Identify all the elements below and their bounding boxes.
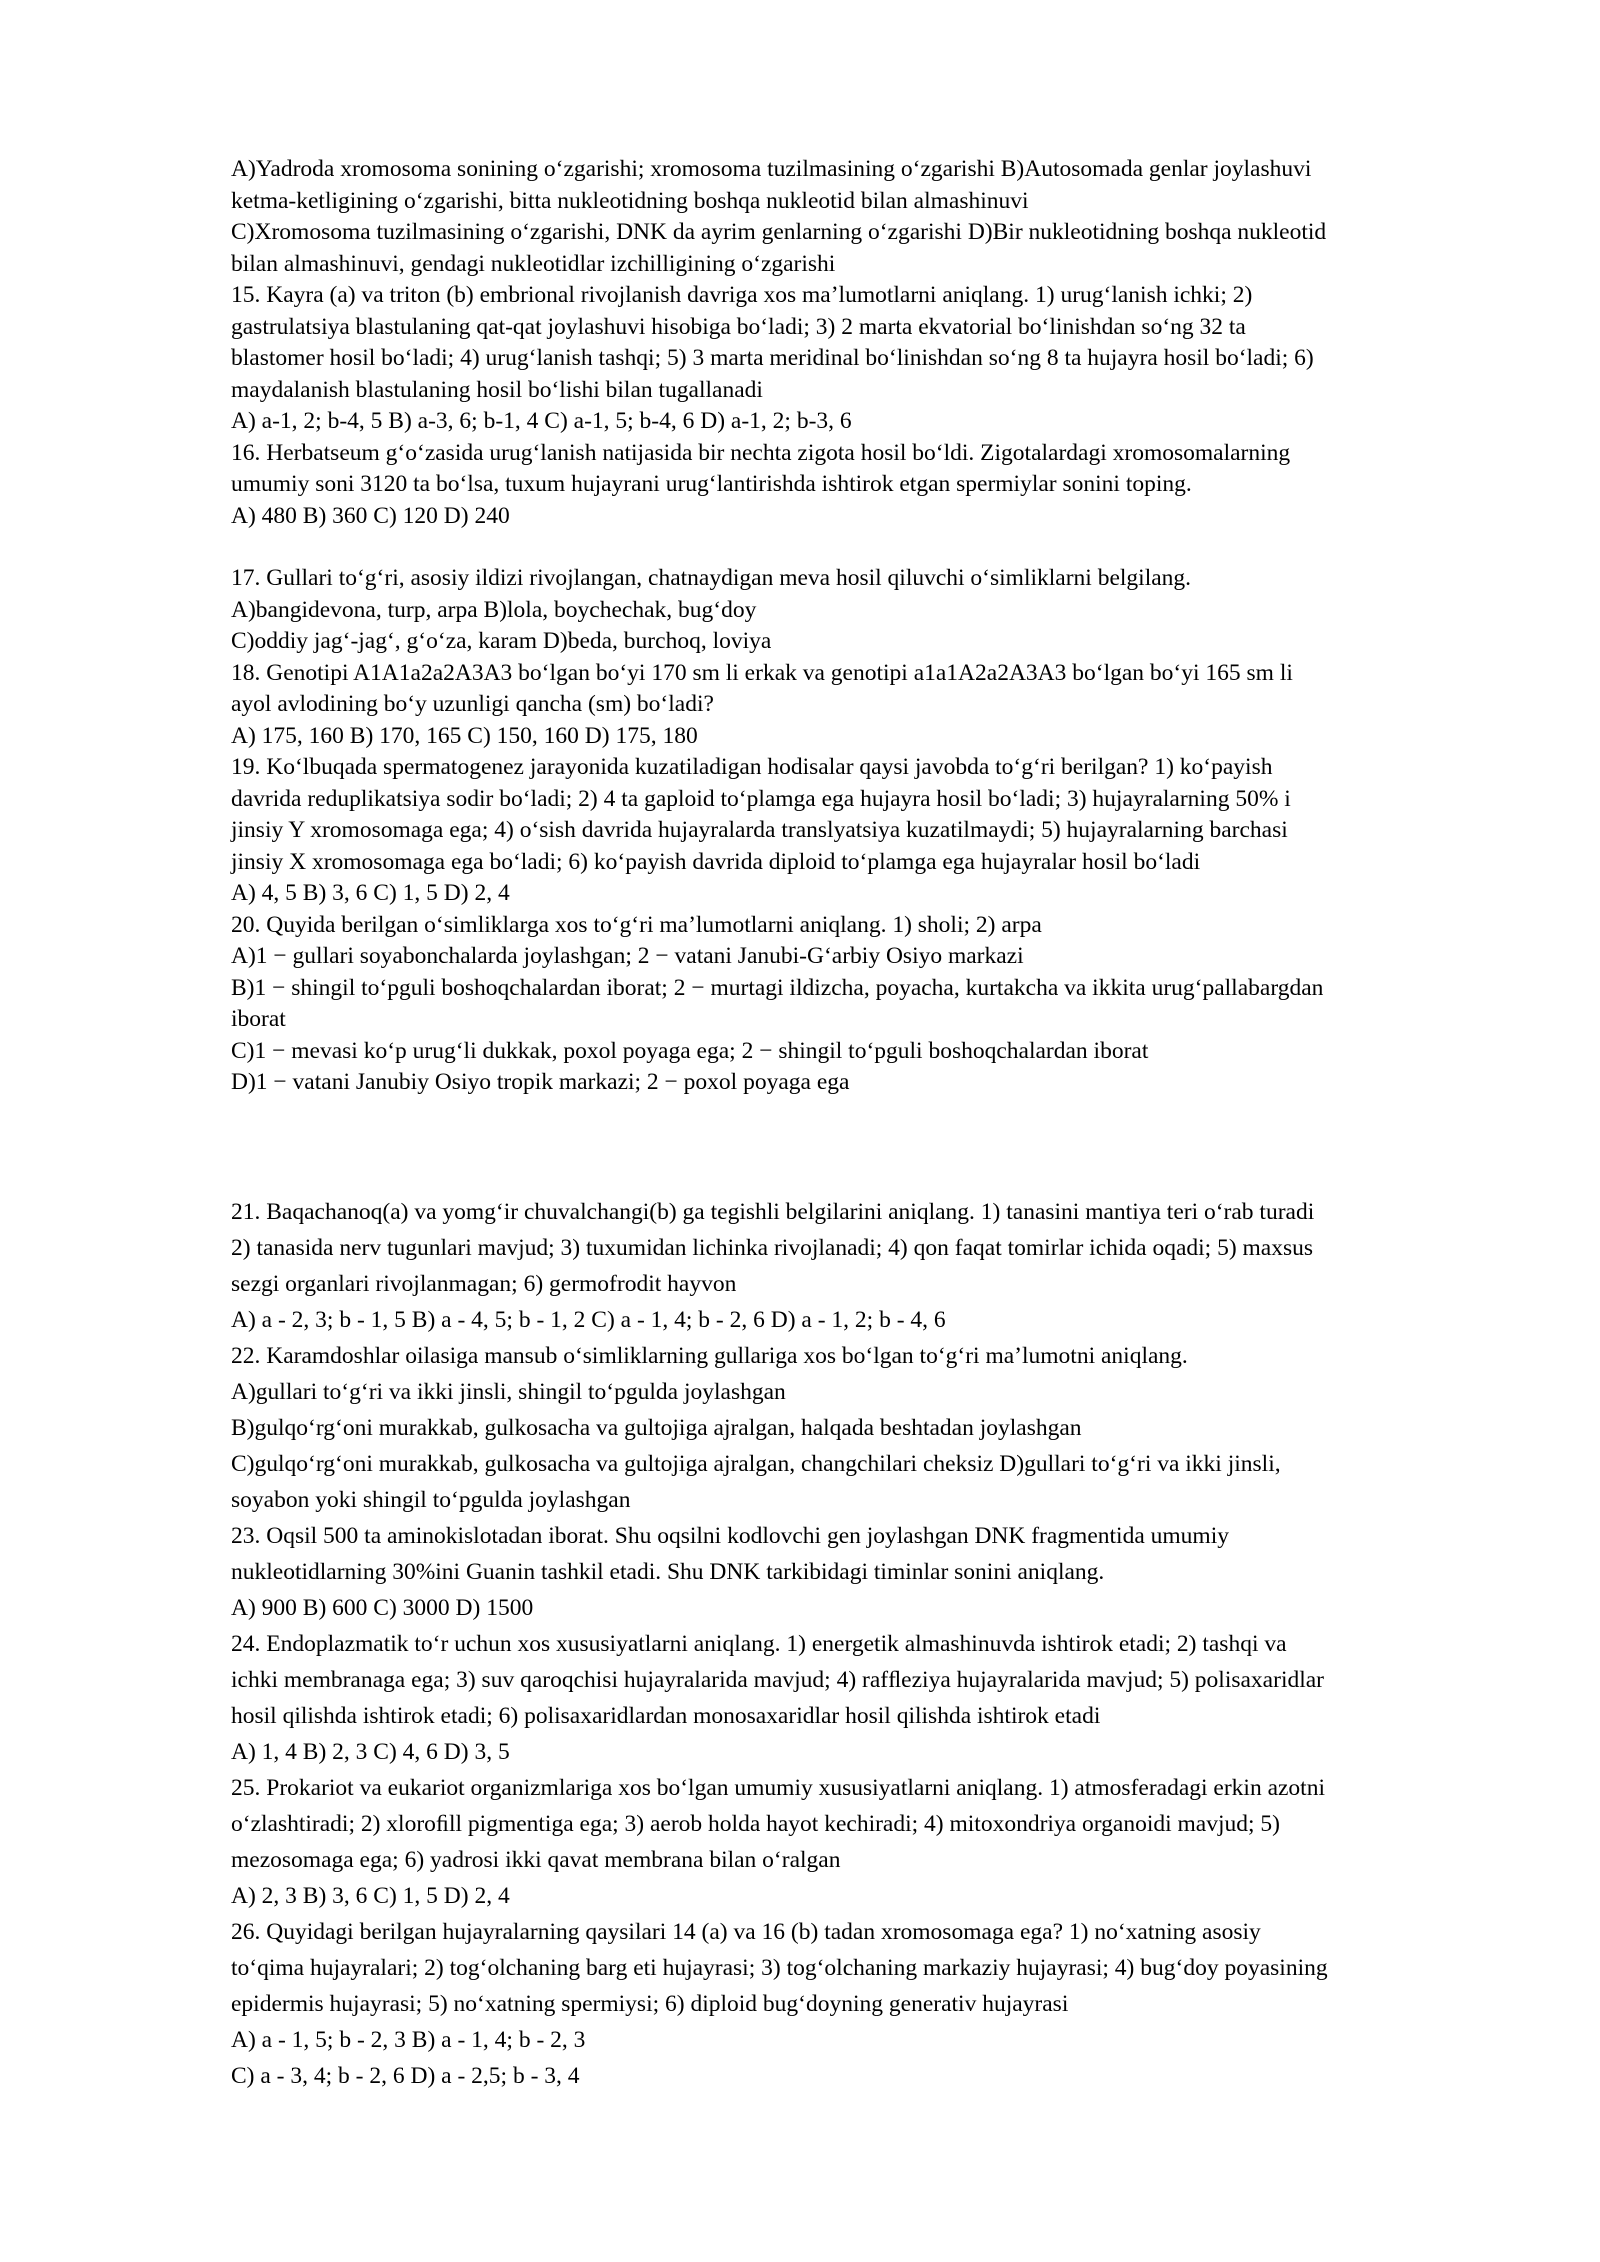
- text-line: sezgi organlari rivojlanmagan; 6) germofrodit hayvon: [231, 1271, 737, 1297]
- text-line: A) 2, 3 B) 3, 6 C) 1, 5 D) 2, 4: [231, 1883, 510, 1909]
- text-line: hosil qilishda ishtirok etadi; 6) polisaxaridlardan monosaxaridlar hosil qilishda ishtirok etadi: [231, 1703, 1101, 1729]
- text-block-questions-14-16: [231, 154, 1501, 532]
- text-line: 24. Endoplazmatik to‘r uchun xos xususiyatlarni aniqlang. 1) energetik almashinuvda ishtirok etadi; 2) tashqi va: [231, 1631, 1287, 1657]
- text-line: epidermis hujayrasi; 5) no‘xatning spermiysi; 6) diploid bug‘doyning generativ hujayrasi: [231, 1991, 1069, 2017]
- text-line: A)bangidevona, turp, arpa B)lola, boychechak, bug‘doy: [231, 596, 757, 623]
- text-line: D)1 − vatani Janubiy Osiyo tropik markazi; 2 − poxol poyaga ega: [231, 1069, 850, 1095]
- text-line: 19. Ko‘lbuqada spermatogenez jarayonida kuzatiladigan hodisalar qaysi javobda to‘g‘ri berilgan? 1) ko‘payish: [231, 754, 1273, 780]
- text-line: 18. Genotipi A1A1a2a2A3A3 bo‘lgan bo‘yi 170 sm li erkak va genotipi a1a1A2a2A3A3 bo‘lgan bo‘yi 165 sm li: [231, 659, 1293, 686]
- text-line: A) a - 2, 3; b - 1, 5 B) a - 4, 5; b - 1, 2 C) a - 1, 4; b - 2, 6 D) a - 1, 2; b - 4, 6: [231, 1307, 946, 1333]
- text-line: A) a-1, 2; b-4, 5 B) a-3, 6; b-1, 4 C) a-1, 5; b-4, 6 D) a-1, 2; b-3, 6: [231, 408, 852, 434]
- text-line: A) a - 1, 5; b - 2, 3 B) a - 1, 4; b - 2, 3: [231, 2027, 586, 2053]
- text-line: ichki membranaga ega; 3) suv qaroqchisi hujayralarida mavjud; 4) rafﬂeziya hujayralarida mavjud; 5) polisaxaridlar: [231, 1667, 1325, 1693]
- text-line: C)gulqo‘rg‘oni murakkab, gulkosacha va gultojiga ajralgan, changchilari cheksiz D)gullari to‘g‘ri va ikki jinsli,: [231, 1451, 1281, 1477]
- text-line: ketma-ketligining o‘zgarishi, bitta nukleotidning boshqa nukleotid bilan almashinuvi: [231, 187, 1029, 214]
- text-line: B)1 − shingil to‘pguli boshoqchalardan iborat; 2 − murtagi ildizcha, poyacha, kurtakcha va ikkita urug‘pallabargdan: [231, 974, 1324, 1001]
- text-line: 25. Prokariot va eukariot organizmlariga xos bo‘lgan umumiy xususiyatlarni aniqlang. 1) atmosferadagi erkin azotni: [231, 1775, 1325, 1801]
- text-line: ayol avlodining bo‘y uzunligi qancha (sm) bo‘ladi?: [231, 691, 714, 717]
- text-line: blastomer hosil bo‘ladi; 4) urug‘lanish tashqi; 5) 3 marta meridinal bo‘linishdan so‘ng 8 ta hujayra hosil bo‘ladi; 6): [231, 345, 1314, 371]
- text-line: o‘zlashtiradi; 2) xloroﬁll pigmentiga ega; 3) aerob holda hayot kechiradi; 4) mitoxondriya organoidi mavjud; 5): [231, 1811, 1280, 1837]
- text-line: C) a - 3, 4; b - 2, 6 D) a - 2,5; b - 3, 4: [231, 2063, 580, 2089]
- text-line: nukleotidlarning 30%ini Guanin tashkil etadi. Shu DNK tarkibidagi timinlar sonini aniqlang.: [231, 1559, 1105, 1585]
- text-line: iborat: [231, 1006, 286, 1032]
- text-block-questions-21-26: [231, 1194, 1501, 2094]
- text-line: 20. Quyida berilgan o‘simliklarga xos to‘g‘ri ma’lumotlarni aniqlang. 1) sholi; 2) arpa: [231, 911, 1042, 938]
- text-line: A)Yadroda xromosoma sonining o‘zgarishi; xromosoma tuzilmasining o‘zgarishi B)Autosomada genlar joylashuvi: [231, 156, 1312, 182]
- text-block-questions-17-20: [231, 563, 1501, 1099]
- text-line: 23. Oqsil 500 ta aminokislotadan iborat. Shu oqsilni kodlovchi gen joylashgan DNK fragmentida umumiy: [231, 1523, 1229, 1549]
- text-line: 22. Karamdoshlar oilasiga mansub o‘simliklarning gullariga xos bo‘lgan to‘g‘ri ma’lumotni aniqlang.: [231, 1343, 1188, 1369]
- text-line: A) 175, 160 B) 170, 165 C) 150, 160 D) 175, 180: [231, 722, 698, 749]
- text-line: A) 900 B) 600 C) 3000 D) 1500: [231, 1595, 534, 1621]
- text-line: maydalanish blastulaning hosil bo‘lishi bilan tugallanadi: [231, 376, 763, 403]
- text-line: C)Xromosoma tuzilmasining o‘zgarishi, DNK da ayrim genlarning o‘zgarishi D)Bir nukleotidning boshqa nukleotid: [231, 219, 1327, 245]
- text-line: 17. Gullari to‘g‘ri, asosiy ildizi rivojlangan, chatnaydigan meva hosil qiluvchi o‘simliklarni belgilang.: [231, 565, 1192, 591]
- text-line: 15. Kayra (a) va triton (b) embrional rivojlanish davriga xos ma’lumotlarni aniqlang. 1) urug‘lanish ichki; 2): [231, 282, 1253, 308]
- text-line: 21. Baqachanoq(a) va yomg‘ir chuvalchangi(b) ga tegishli belgilarini aniqlang. 1) tanasini mantiya teri o‘rab turadi: [231, 1199, 1315, 1225]
- text-line: 26. Quyidagi berilgan hujayralarning qaysilari 14 (a) va 16 (b) tadan xromosomaga ega? 1) no‘xatning asosiy: [231, 1919, 1261, 1945]
- text-line: bilan almashinuvi, gendagi nukleotidlar izchilligining o‘zgarishi: [231, 250, 836, 277]
- text-line: umumiy soni 3120 ta bo‘lsa, tuxum hujayrani urug‘lantirishda ishtirok etgan spermiylar sonini toping.: [231, 471, 1192, 497]
- text-line: A)gullari to‘g‘ri va ikki jinsli, shingil to‘pgulda joylashgan: [231, 1379, 786, 1405]
- text-line: davrida reduplikatsiya sodir bo‘ladi; 2) 4 ta gaploid to‘plamga ega hujayra hosil bo‘ladi; 3) hujayralarning 50% i: [231, 785, 1291, 812]
- text-line: jinsiy Y xromosomaga ega; 4) o‘sish davrida hujayralarda translyatsiya kuzatilmaydi; 5) hujayralarning barchasi: [231, 817, 1288, 843]
- text-line: 16. Herbatseum g‘o‘zasida urug‘lanish natijasida bir nechta zigota hosil bo‘ldi. Zigotalardagi xromosomalarning: [231, 439, 1291, 466]
- text-line: mezosomaga ega; 6) yadrosi ikki qavat membrana bilan o‘ralgan: [231, 1847, 841, 1873]
- text-line: A) 480 B) 360 C) 120 D) 240: [231, 502, 510, 529]
- text-line: jinsiy X xromosomaga ega bo‘ladi; 6) ko‘payish davrida diploid to‘plamga ega hujayralar hosil bo‘ladi: [231, 848, 1201, 875]
- text-line: to‘qima hujayralari; 2) tog‘olchaning barg eti hujayrasi; 3) tog‘olchaning markaziy hujayrasi; 4) bug‘doy poyasining: [231, 1955, 1328, 1981]
- text-line: C)oddiy jag‘-jag‘, g‘o‘za, karam D)beda, burchoq, loviya: [231, 628, 772, 654]
- text-line: A) 1, 4 B) 2, 3 C) 4, 6 D) 3, 5: [231, 1739, 510, 1765]
- text-line: 2) tanasida nerv tugunlari mavjud; 3) tuxumidan lichinka rivojlanadi; 4) qon faqat tomirlar ichida oqadi; 5) maxsus: [231, 1235, 1314, 1261]
- text-line: gastrulatsiya blastulaning qat-qat joylashuvi hisobiga bo‘ladi; 3) 2 marta ekvatorial bo‘linishdan so‘ng 32 ta: [231, 313, 1246, 340]
- text-line: A)1 − gullari soyabonchalarda joylashgan; 2 − vatani Janubi-G‘arbiy Osiyo markazi: [231, 943, 1024, 969]
- text-line: A) 4, 5 B) 3, 6 C) 1, 5 D) 2, 4: [231, 880, 510, 906]
- text-line: soyabon yoki shingil to‘pgulda joylashgan: [231, 1487, 631, 1513]
- text-line: C)1 − mevasi ko‘p urug‘li dukkak, poxol poyaga ega; 2 − shingil to‘pguli boshoqchalardan iborat: [231, 1037, 1149, 1064]
- text-line: B)gulqo‘rg‘oni murakkab, gulkosacha va gultojiga ajralgan, halqada beshtadan joylashgan: [231, 1415, 1082, 1441]
